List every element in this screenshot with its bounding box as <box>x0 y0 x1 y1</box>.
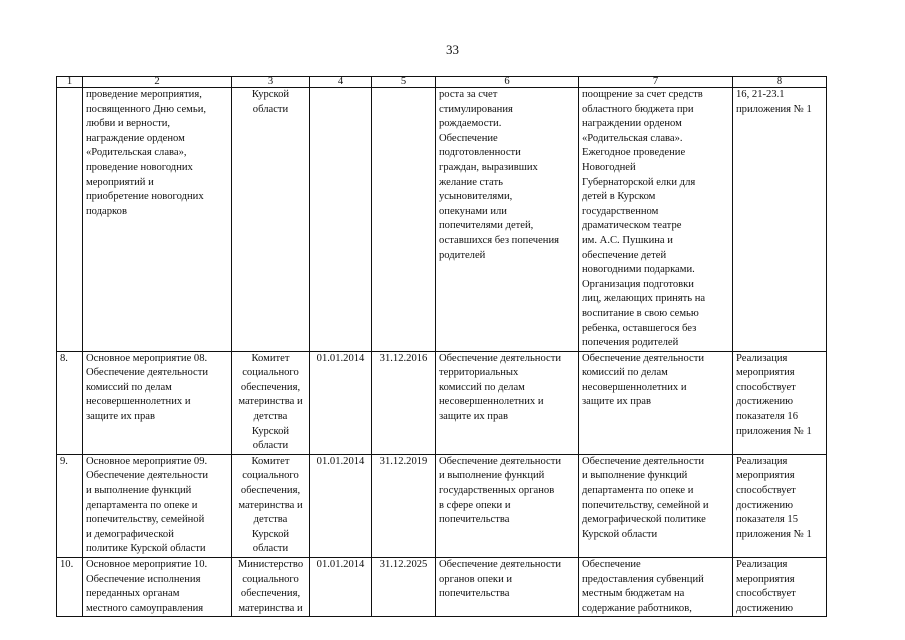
expected-result: Обеспечение деятельности и выполнение функций государственных органов в сфере опеки и попечительства <box>436 454 579 557</box>
indicator-link: Реализация мероприятия способствует достижению показателя 15 приложения № 1 <box>733 454 827 557</box>
executor: Комитет социального обеспечения, материнства и детства Курской области <box>232 454 310 557</box>
col-header-8: 8 <box>733 77 827 88</box>
activity-name: Основное мероприятие 09. Обеспечение деятельности и выполнение функций департамента по опеке и попечительству, семейной и демографической политике Курской области <box>83 454 232 557</box>
indicator-link: 16, 21-23.1 приложения № 1 <box>733 88 827 352</box>
indicator-link: Реализация мероприятия способствует достижению показателя 16 приложения № 1 <box>733 351 827 454</box>
header-row <box>57 77 827 88</box>
start-date: 01.01.2014 <box>310 454 372 557</box>
indicator-link: Реализация мероприятия способствует достижению <box>733 558 827 617</box>
expected-result: Обеспечение деятельности органов опеки и попечительства <box>436 558 579 617</box>
col-header-1: 1 <box>57 77 83 88</box>
activity-name: проведение мероприятия, посвященного Дню семьи, любви и верности, награждение орденом «Родительская слава», проведение новогодних мероприятий и приобретение новогодних подарков <box>83 88 232 352</box>
page-number: 33 <box>446 42 459 57</box>
executor: Курской области <box>232 88 310 352</box>
start-date: 01.01.2014 <box>310 351 372 454</box>
expected-result: роста за счет стимулирования рождаемости. Обеспечение подготовленности граждан, выразивших желание стать усыновителями, опекунами или попечителями детей, оставшихся без попечения родителей <box>436 88 579 352</box>
col-header-3: 3 <box>232 77 310 88</box>
end-date: 31.12.2019 <box>372 454 436 557</box>
col-header-2: 2 <box>83 77 232 88</box>
end-date: 31.12.2025 <box>372 558 436 617</box>
row-number <box>57 88 83 352</box>
row-number: 10. <box>57 558 83 617</box>
executor: Министерство социального обеспечения, материнства и <box>232 558 310 617</box>
end-date <box>372 88 436 352</box>
main-activities: поощрение за счет средств областного бюджета при награждении орденом «Родительская слава». Ежегодное проведение Новогодней Губернаторской елки для детей в Курском государственном драматическом театре им. А.С. Пушкина и обеспечение детей новогодними подарками. Организация подготовки лиц, желающих принять на воспитание в свою семью ребенка, оставшегося без попечения родителей <box>579 88 733 352</box>
table-row <box>57 454 827 557</box>
table-row <box>57 351 827 454</box>
row-number: 8. <box>57 351 83 454</box>
activity-name: Основное мероприятие 10. Обеспечение исполнения переданных органам местного самоуправления <box>83 558 232 617</box>
row-number: 9. <box>57 454 83 557</box>
program-table <box>56 76 827 617</box>
expected-result: Обеспечение деятельности территориальных комиссий по делам несовершеннолетних и защите их прав <box>436 351 579 454</box>
start-date: 01.01.2014 <box>310 558 372 617</box>
col-header-7: 7 <box>579 77 733 88</box>
main-activities: Обеспечение деятельности и выполнение функций департамента по опеке и попечительству, семейной и демографической политике Курской области <box>579 454 733 557</box>
main-activities: Обеспечение деятельности комиссий по делам несовершеннолетних и защите их прав <box>579 351 733 454</box>
start-date <box>310 88 372 352</box>
main-activities: Обеспечение предоставления субвенций местным бюджетам на содержание работников, <box>579 558 733 617</box>
end-date: 31.12.2016 <box>372 351 436 454</box>
col-header-4: 4 <box>310 77 372 88</box>
activity-name: Основное мероприятие 08. Обеспечение деятельности комиссий по делам несовершеннолетних и защите их прав <box>83 351 232 454</box>
col-header-5: 5 <box>372 77 436 88</box>
table-row <box>57 558 827 617</box>
col-header-6: 6 <box>436 77 579 88</box>
executor: Комитет социального обеспечения, материнства и детства Курской области <box>232 351 310 454</box>
table-row <box>57 88 827 352</box>
